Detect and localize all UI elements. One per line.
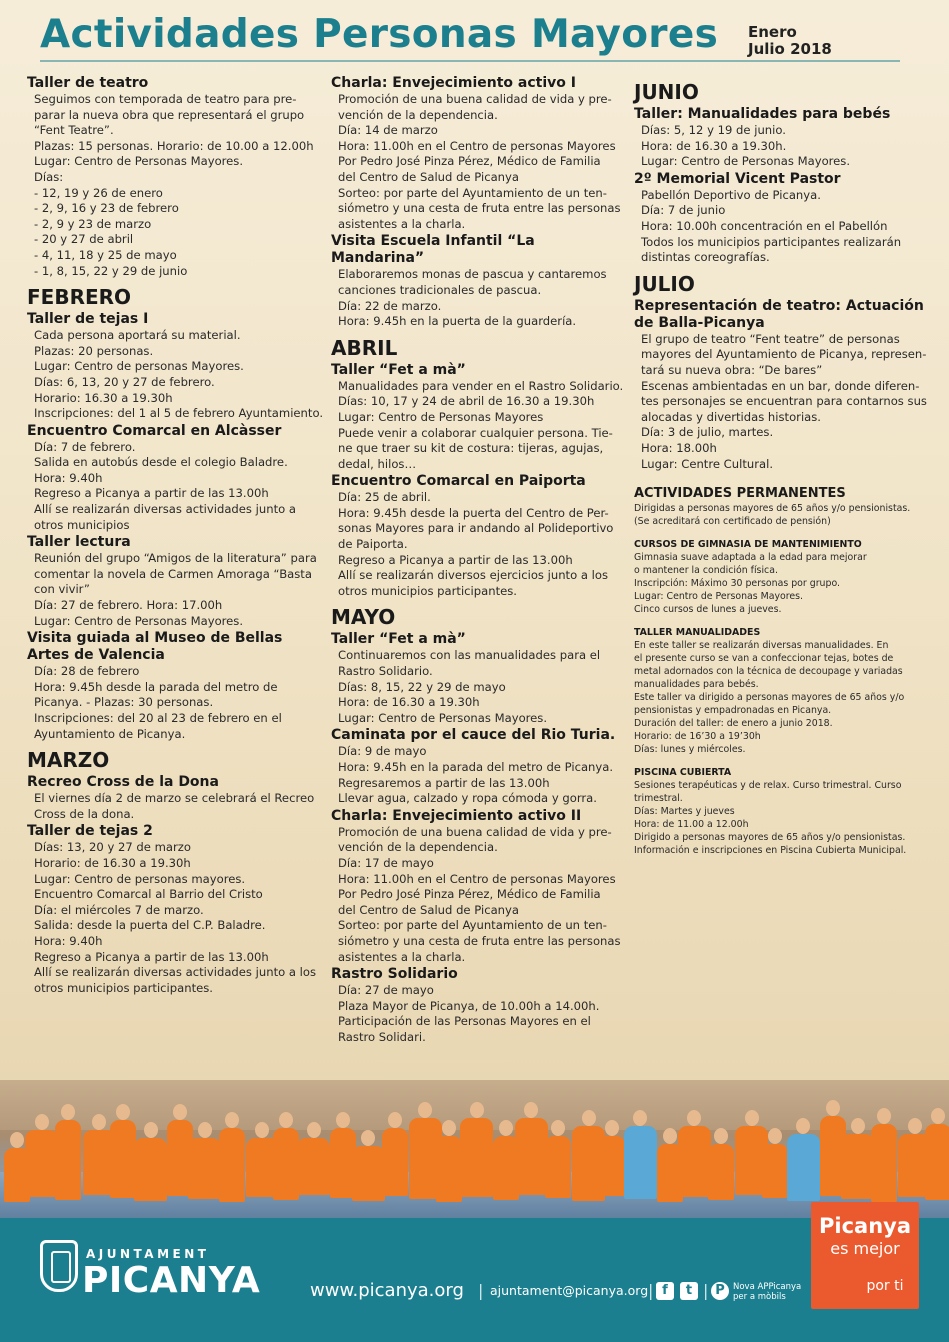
event-detail: distintas coreografías. [641,250,770,265]
dancer-head [877,1108,891,1124]
dancer-figure [515,1118,548,1195]
event-detail: Hora: 9.45h en la puerta de la guardería. [338,314,577,329]
event-title: Taller lectura [27,534,131,551]
dancer-head [796,1118,810,1134]
event-detail: Día: 25 de abril. [338,490,431,505]
badge-brand: Picanya [818,1214,912,1238]
event-block [331,473,629,599]
event-block [331,966,629,1045]
event-detail: otros municipios participantes. [338,583,517,598]
event-block [331,233,629,329]
event-block [27,630,325,742]
permanent-intro: (Se acreditará con certificado de pensión) [634,516,831,528]
event-detail: Picanya. - Plazas: 30 personas. [34,695,214,710]
dancer-figure [297,1138,330,1195]
event-detail: Regresaremos a partir de las 13.00h [338,775,550,790]
event-detail: Horario: 16.30 a 19.30h [34,390,173,405]
picanya-logo[interactable] [82,1247,260,1301]
event-detail: tará su nueva obra: “De bares” [641,362,823,377]
permanent-section-detail: Días: Martes y jueves [634,806,735,818]
dancer-head [144,1122,158,1138]
dancer-head [116,1104,130,1120]
event-detail: Hora: de 16.30 a 19.30h [338,695,480,710]
event-title: Caminata por el cauce del Rio Turia. [331,727,616,744]
date-end: Julio 2018 [748,40,832,58]
event-detail: - 1, 8, 15, 22 y 29 de junio [34,263,188,278]
event-detail: Lugar: Centro de Personas Mayores. [34,154,244,169]
dancer-figure [188,1138,221,1199]
event-title: Charla: Envejecimiento activo II [331,807,582,824]
column-middle [331,74,629,1046]
event-detail: - 4, 11, 18 y 25 de mayo [34,247,177,262]
event-detail: Allí se realizarán diversas actividades junto a los [34,965,317,980]
event-detail: Día: 3 de julio, martes. [641,425,774,440]
event-detail: Plazas: 15 personas. Horario: de 10.00 a 12.00h [34,138,314,153]
dancer-head [198,1122,212,1138]
event-detail: Regreso a Picanya a partir de las 13.00h [34,486,269,501]
month-heading: JULIO [634,271,695,296]
event-detail: Seguimos con temporada de teatro para pre- [34,92,297,106]
event-title: Taller de tejas 2 [27,823,153,840]
event-detail: Días: 13, 20 y 27 de marzo [34,840,191,855]
event-detail: Encuentro Comarcal al Barrio del Cristo [34,887,263,902]
dancer-head [279,1112,293,1128]
event-title: Encuentro Comarcal en Alcàsser [27,422,282,439]
event-detail: Regreso a Picanya a partir de las 13.00h [338,552,573,567]
event-block [634,298,934,472]
month-heading: ABRIL [331,335,398,360]
event-detail: El viernes día 2 de marzo se celebrará el Recreo [34,791,315,806]
event-block [27,534,325,629]
column-right [634,74,934,857]
dancer-figure [460,1118,493,1197]
event-detail: comentar la novela de Carmen Amoraga “Basta [34,566,312,581]
dancer-figure [925,1124,949,1200]
footer-separator: | [478,1281,484,1300]
event-block [331,75,629,232]
logo-ajuntament: AJUNTAMENT [86,1247,210,1261]
event-detail: Sorteo: por parte del Ayuntamiento de un ten- [338,185,607,200]
event-detail: asistentes a la charla. [338,949,466,964]
app-promo[interactable] [733,1283,801,1302]
event-detail: Día: 17 de mayo [338,855,434,870]
event-detail: parar la nueva obra que representará el grupo [34,107,305,122]
event-detail: ne que traer su kit de costura: tijeras, agujas, [338,441,604,456]
dancer-head [388,1112,402,1128]
event-detail: dedal, hilos… [338,456,417,471]
event-title: Representación de teatro: Actuación de Balla-Picanya [634,297,924,331]
event-detail: Participación de las Personas Mayores en el [338,1014,591,1029]
event-detail: Hora: de 16.30 a 19.30h. [641,138,787,153]
event-detail: asistentes a la charla. [338,216,466,231]
event-detail: Plazas: 20 personas. [34,343,154,358]
event-detail: siómetro y una cesta de fruta entre las personas [338,933,621,948]
event-title: Encuentro Comarcal en Paiporta [331,473,586,490]
event-title: Taller de teatro [27,75,149,91]
event-detail: canciones tradicionales de pascua. [338,282,542,297]
dancer-figure [25,1130,58,1197]
event-detail: Salida en autobús desde el colegio Baladre. [34,455,288,470]
dancer-head [551,1120,565,1136]
badge-tagline: por ti [866,1278,904,1294]
app-promo-line1: Nova APPicanya [733,1282,802,1292]
dancer-figure [134,1138,167,1201]
event-block [27,311,325,422]
event-detail: Día: 27 de mayo [338,983,434,998]
event-detail: sonas Mayores para ir andando al Polideportivo [338,521,614,536]
event-detail: Días: [34,169,64,184]
event-detail: Salida: desde la puerta del C.P. Baladre. [34,918,266,933]
event-detail: Lugar: Centro de personas Mayores. [34,359,244,374]
permanent-section-title: TALLER MANUALIDADES [634,627,761,639]
permanent-section-detail: Hora: de 11.00 a 12.00h [634,819,749,831]
dancer-head [10,1132,24,1148]
dancer-head [307,1122,321,1138]
footer-separator: | [703,1281,709,1300]
event-detail: Lugar: Centro de Personas Mayores. [338,710,548,725]
permanent-section-detail: Dirigido a personas mayores de 65 años y/o pensionistas. [634,832,906,844]
event-detail: Hora: 9.40h [34,470,103,485]
permanent-section-detail: Días: lunes y miércoles. [634,744,746,756]
event-detail: Allí se realizarán diversos ejercicios junto a los [338,568,609,583]
dancer-figure [352,1146,385,1201]
event-detail: Cada persona aportará su material. [34,328,241,343]
permanent-section-detail: Este taller va dirigido a personas mayores de 65 años y/o [634,692,905,704]
event-detail: Lugar: Centro de personas mayores. [34,871,246,886]
dancer-head [768,1128,782,1144]
event-detail: Por Pedro José Pinza Pérez, Médico de Familia [338,154,601,169]
dancer-figure [787,1134,820,1201]
event-title: Taller “Fet a mà” [331,631,466,648]
event-detail: Días: 5, 12 y 19 de junio. [641,123,786,137]
dancer-head [582,1110,596,1126]
dancer-figure [762,1144,788,1198]
event-title: Charla: Envejecimiento activo I [331,75,576,91]
date-start: Enero [748,23,797,41]
event-detail: Días: 8, 15, 22 y 29 de mayo [338,679,506,694]
event-detail: Puede venir a colaborar cualquier persona. Tie- [338,425,613,440]
title-divider [40,60,900,62]
event-detail: Plaza Mayor de Picanya, de 10.00h a 14.00h. [338,998,600,1013]
event-detail: Manualidades para vender en el Rastro Solidario. [338,378,624,393]
dancer-figure [624,1126,657,1199]
event-detail: Lugar: Centro de Personas Mayores [338,409,544,424]
event-detail: Día: 7 de febrero. [34,439,136,454]
event-detail: Rastro Solidari. [338,1029,426,1044]
dancer-figure [55,1120,81,1200]
permanent-section-detail: Gimnasia suave adaptada a la edad para mejorar [634,552,867,564]
dancer-figure [273,1128,299,1200]
permanent-section-detail: manualidades para bebés. [634,679,759,691]
event-detail: otros municipios participantes. [34,980,213,995]
event-detail: tes personajes se encuentran para contarnos sus [641,394,927,409]
event-detail: El grupo de teatro “Fent teatre” de personas [641,331,900,346]
event-block [634,106,934,170]
event-detail: mayores del Ayuntamiento de Picanya, represen- [641,347,927,362]
permanent-section-detail: Información e inscripciones en Piscina Cubierta Municipal. [634,845,907,857]
event-block [27,774,325,822]
event-block [331,808,629,965]
event-detail: Hora: 11.00h en el Centro de personas Mayores [338,871,616,886]
dancer-head [255,1122,269,1138]
event-detail: - 12, 19 y 26 de enero [34,185,163,200]
dancer-figure [871,1124,897,1202]
dancer-head [663,1128,677,1144]
dancer-head [745,1110,759,1126]
dancer-figure [708,1144,734,1200]
event-block [331,362,629,473]
month-heading: FEBRERO [27,285,132,310]
permanent-section-title: PISCINA CUBIERTA [634,767,732,779]
dancer-head [826,1100,840,1116]
coat-of-arms-icon [40,1240,78,1292]
event-detail: Todos los municipios participantes realizarán [641,234,902,249]
permanent-section-title: CURSOS DE GIMNASIA DE MANTENIMIENTO [634,539,862,551]
event-detail: Hora: 9.40h [34,933,103,948]
column-left [27,74,325,996]
event-detail: Hora: 9.45h en la parada del metro de Picanya. [338,760,614,774]
event-detail: - 2, 9, 16 y 23 de febrero [34,201,179,216]
dancer-head [442,1120,456,1136]
event-block [331,631,629,726]
event-block [27,75,325,279]
event-detail: con vivir” [34,582,90,597]
permanent-section-detail: Inscripción: Máximo 30 personas por grupo. [634,578,840,590]
permanent-section-detail: En este taller se realizarán diversas manualidades. En [634,640,889,652]
permanent-section-detail: Lugar: Centro de Personas Mayores. [634,591,804,603]
date-range [748,24,832,58]
event-title: Taller: Manualidades para bebés [634,106,891,122]
event-detail: vención de la dependencia. [338,107,498,122]
permanent-section-detail: el presente curso se van a confeccionar tejas, botes de [634,653,894,665]
event-title: Visita Escuela Infantil “La Mandarina” [331,233,535,267]
event-title: 2º Memorial Vicent Pastor [634,170,841,187]
event-detail: del Centro de Salud de Picanya [338,902,519,917]
event-detail: Día: 9 de mayo [338,744,427,759]
dancer-head [361,1130,375,1146]
badge-slogan: es mejor [830,1239,900,1258]
event-title: Rastro Solidario [331,966,458,983]
event-detail: Hora: 11.00h en el Centro de personas Mayores [338,138,616,153]
permanent-section-detail: metal adornados con la técnica de decoupage y variadas [634,666,903,678]
footer-separator: | [648,1281,654,1300]
event-detail: Hora: 18.00h [641,440,717,455]
event-detail: Días: 10, 17 y 24 de abril de 16.30 a 19.30h [338,394,595,409]
facebook-icon[interactable]: f [656,1282,674,1300]
event-detail: de Paiporta. [338,537,408,552]
event-detail: Día: 7 de junio [641,203,726,218]
dancer-figure [219,1128,245,1202]
event-detail: Días: 6, 13, 20 y 27 de febrero. [34,374,215,389]
twitter-icon[interactable]: t [680,1282,698,1300]
event-detail: Ayuntamiento de Picanya. [34,726,186,741]
event-title: Taller “Fet a mà” [331,361,466,378]
event-detail: Rastro Solidario. [338,664,433,679]
event-detail: Cross de la dona. [34,806,135,821]
dancer-figure [436,1136,462,1202]
event-detail: del Centro de Salud de Picanya [338,169,519,184]
event-detail: Día: 27 de febrero. Hora: 17.00h [34,598,223,613]
event-detail: alocadas y divertidas historias. [641,409,821,424]
event-detail: Elaboraremos monas de pascua y cantaremos [338,267,607,282]
dancer-figure [599,1136,625,1196]
event-detail: - 2, 9 y 23 de marzo [34,216,152,231]
dancer-head [499,1120,513,1136]
event-title: Visita guiada al Museo de Bellas Artes de Valencia [27,630,283,664]
dancer-head [605,1120,619,1136]
event-detail: Lugar: Centre Cultural. [641,456,774,471]
event-detail: Hora: 9.45h desde la parada del metro de [34,679,278,694]
permanent-section-detail: trimestral. [634,793,683,805]
dancer-figure [545,1136,571,1198]
event-detail: Inscripciones: del 20 al 23 de febrero en el [34,711,282,725]
event-title: Recreo Cross de la Dona [27,774,219,791]
event-detail: Pabellón Deportivo de Picanya. [641,187,821,202]
event-detail: “Fent Teatre”. [34,123,114,138]
event-detail: Regreso a Picanya a partir de las 13.00h [34,949,269,964]
dancer-head [908,1118,922,1134]
event-detail: Día: el miércoles 7 de marzo. [34,902,204,917]
event-detail: otros municipios [34,517,130,532]
event-detail: Día: 14 de marzo [338,123,438,138]
dancer-head [470,1102,484,1118]
event-detail: siómetro y una cesta de fruta entre las personas [338,201,621,216]
event-detail: Sorteo: por parte del Ayuntamiento de un ten- [338,918,607,933]
event-title: Taller de tejas I [27,311,149,328]
dancer-head [225,1112,239,1128]
event-detail: Hora: 9.45h desde la puerta del Centro de Per- [338,505,609,520]
month-heading: MAYO [331,605,396,630]
permanent-activities [634,486,934,857]
event-detail: Promoción de una buena calidad de vida y pre- [338,92,612,106]
event-detail: Allí se realizarán diversas actividades junto a [34,502,296,517]
event-detail: Lugar: Centro de Personas Mayores. [34,613,244,628]
permanent-section-detail: pensionistas y empadronadas en Picanya. [634,705,832,717]
permanent-section-detail: Sesiones terapéuticas y de relax. Curso trimestral. Curso [634,780,902,792]
dancer-head [35,1114,49,1130]
dancer-head [714,1128,728,1144]
event-detail: Hora: 10.00h concentración en el Pabellón [641,218,888,233]
dancer-figure [382,1128,408,1196]
permanent-title: ACTIVIDADES PERMANENTES [634,486,846,502]
website-link[interactable]: www.picanya.org [310,1280,464,1301]
page-header [0,0,949,70]
event-detail: Inscripciones: del 1 al 5 de febrero Ayuntamiento. [34,406,324,421]
app-icon[interactable]: P [711,1282,729,1300]
permanent-section-detail: Cinco cursos de lunes a jueves. [634,604,782,616]
event-detail: Llevar agua, calzado y ropa cómoda y gorra. [338,791,597,806]
slogan-badge [811,1202,919,1309]
logo-picanya: PICANYA [82,1260,261,1301]
event-detail: Promoción de una buena calidad de vida y pre- [338,824,612,839]
event-detail: Escenas ambientadas en un bar, donde diferen- [641,378,920,393]
dancer-figure [841,1134,874,1199]
dancer-figure [678,1126,711,1197]
dancer-figure [110,1120,136,1198]
app-promo-line2: per a mòbils [733,1291,786,1302]
permanent-section-detail: o mantener la condición física. [634,565,778,577]
event-detail: Por Pedro José Pinza Pérez, Médico de Familia [338,887,601,902]
event-detail: Lugar: Centro de Personas Mayores. [641,154,851,169]
dancer-head [851,1118,865,1134]
event-detail: Día: 28 de febrero [34,664,140,679]
event-detail: Reunión del grupo “Amigos de la literatura” para [34,551,317,566]
month-heading: MARZO [27,748,110,773]
dancer-head [633,1110,647,1126]
event-detail: Día: 22 de marzo. [338,298,442,313]
permanent-section-detail: Horario: de 16’30 a 19’30h [634,731,761,743]
month-heading: JUNIO [634,80,699,104]
group-photo [0,1080,949,1220]
event-block [331,727,629,806]
page-title: Actividades Personas Mayores [40,12,719,57]
event-block [27,423,325,534]
event-detail: vención de la dependencia. [338,840,498,855]
event-detail: Horario: de 16.30 a 19.30h [34,855,191,870]
event-block [634,171,934,266]
permanent-intro: Dirigidas a personas mayores de 65 años y/o pensionistas. [634,503,911,515]
email-link[interactable]: ajuntament@picanya.org [490,1283,649,1298]
event-block [27,823,325,996]
permanent-section-detail: Duración del taller: de enero a junio 2018. [634,718,833,730]
event-detail: - 20 y 27 de abril [34,232,134,247]
event-detail: Continuaremos con las manualidades para el [338,648,601,663]
